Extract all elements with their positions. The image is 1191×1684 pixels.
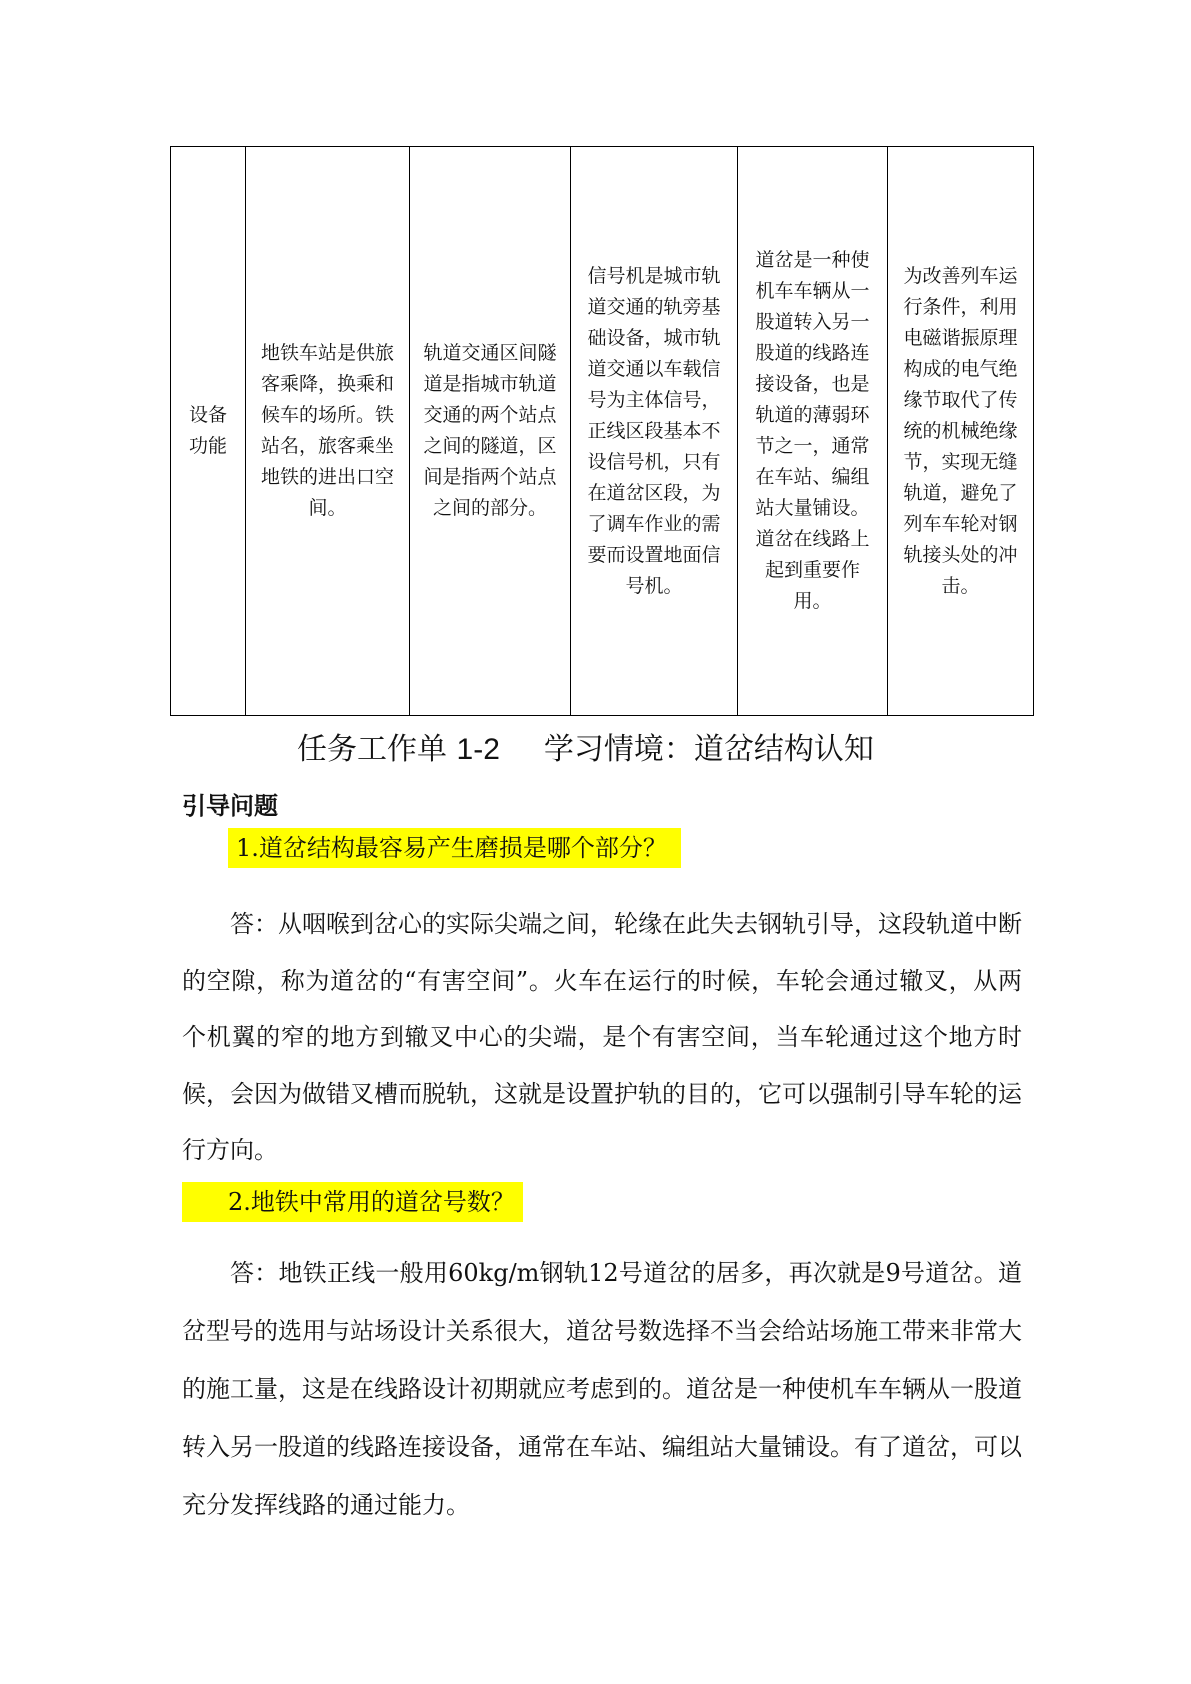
- title-prefix: 任务工作单: [297, 732, 447, 767]
- row-header-cell: 设备功能: [171, 147, 246, 716]
- table-row: [171, 147, 1034, 716]
- table-cell-signal: 信号机是城市轨道交通的轨旁基础设备，城市轨道交通以车载信号为主体信号，正线区段基本不设信号机，只有在道岔区段，为了调车作业的需要而设置地面信号机。: [571, 147, 738, 716]
- title-code: 1-2: [456, 733, 500, 766]
- equipment-function-table: [170, 146, 1034, 716]
- section-heading: 引导问题: [182, 793, 278, 820]
- question-1: 1.道岔结构最容易产生磨损是哪个部分？: [228, 828, 681, 868]
- answer-2: 答：地铁正线一般用60kg/m钢轨12号道岔的居多，再次就是9号道岔。道岔型号的选用与站场设计关系很大，道岔号数选择不当会给站场施工带来非常大的施工量，这是在线路设计初期就应考虑到的。道岔是一种使机车车辆从一股道转入另一股道的线路连接设备，通常在车站、编组站大量铺设。有了道岔，可以充分发挥线路的通过能力。: [182, 1259, 1022, 1519]
- worksheet-title: [297, 728, 874, 772]
- table-cell-tunnel: 轨道交通区间隧道是指城市轨道交通的两个站点之间的隧道，区间是指两个站点之间的部分。: [410, 147, 571, 716]
- answer-1: 答：从咽喉到岔心的实际尖端之间，轮缘在此失去钢轨引导，这段轨道中断的空隙，称为道岔的“有害空间”。火车在运行的时候，车轮会通过辙叉，从两个机翼的窄的地方到辙叉中心的尖端，是个有害空间，当车轮通过这个地方时候，会因为做错叉槽而脱轨，这就是设置护轨的目的，它可以强制引导车轮的运行方向。: [182, 910, 1022, 1164]
- table-cell-insulation: 为改善列车运行条件，利用电磁谐振原理构成的电气绝缘节取代了传统的机械绝缘节，实现无缝轨道，避免了列车车轮对钢轨接头处的冲击。: [888, 147, 1034, 716]
- question-2: 2.地铁中常用的道岔号数？: [182, 1182, 523, 1222]
- table-cell-turnout: 道岔是一种使机车车辆从一股道转入另一股道的线路连接设备，也是轨道的薄弱环节之一，通常在车站、编组站大量铺设。道岔在线路上起到重要作用。: [738, 147, 888, 716]
- title-topic: 学习情境：道岔结构认知: [543, 732, 874, 767]
- table-cell-station: 地铁车站是供旅客乘降，换乘和候车的场所。铁站名，旅客乘坐地铁的进出口空间。: [246, 147, 410, 716]
